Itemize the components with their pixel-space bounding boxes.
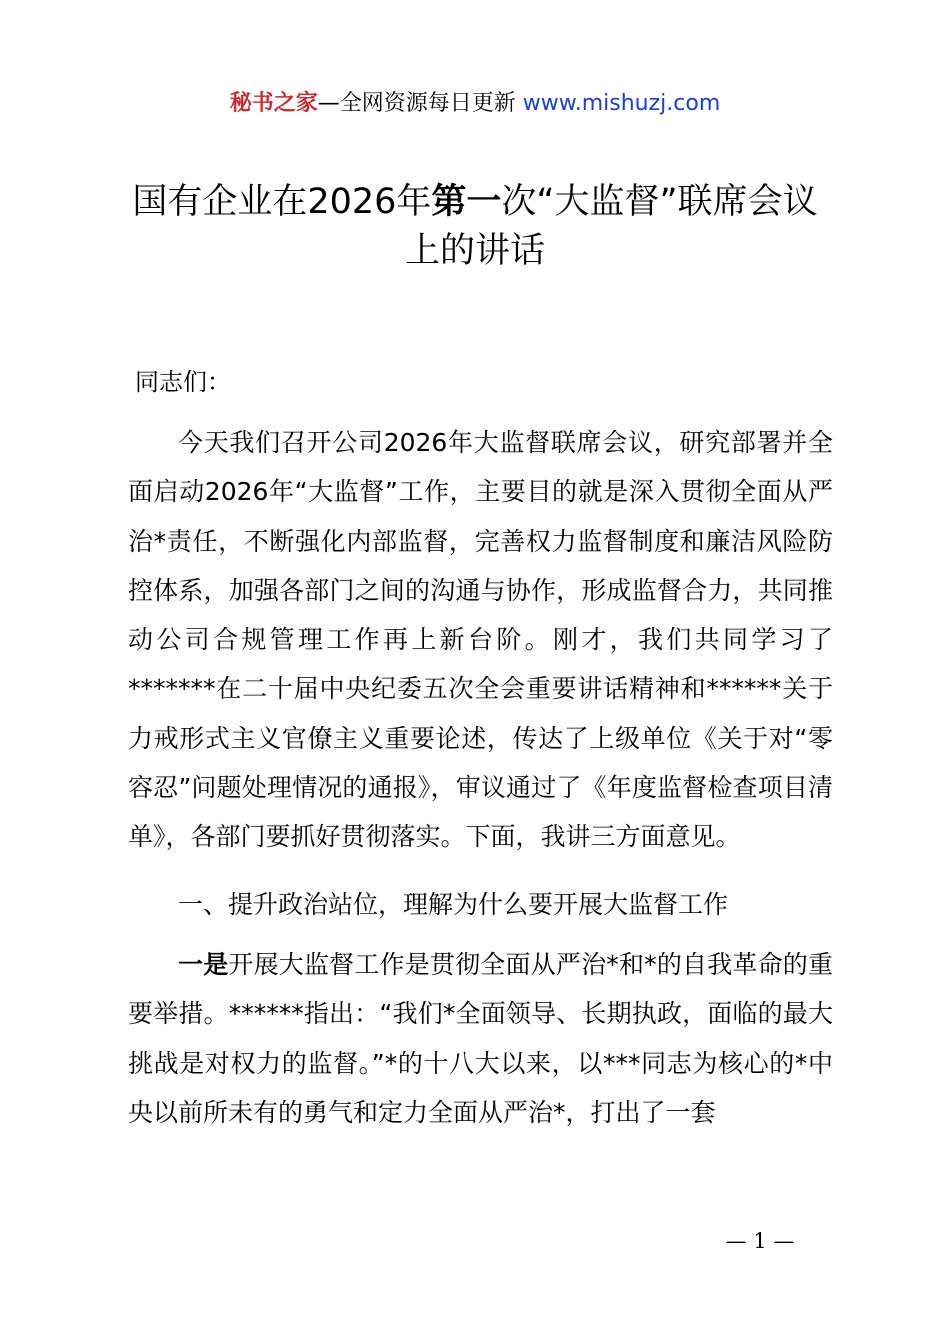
paragraph-point-1 (128, 940, 833, 1137)
document-title (120, 178, 830, 276)
title-bold-part: 第一 (431, 182, 502, 222)
point-text: 开展大监督工作是贯彻全面从严治*和*的自我革命的重要举措。******指出：“我们*全面领导、长期执政，面临的最大挑战是对权力的监督。”*的十八大以来，以***同志为核心的*中央以前所未有的勇气和定力全面从严治*，打出了一套 (128, 950, 833, 1127)
title-part-2: 次“大监督”联席会议上的讲话 (404, 182, 818, 271)
site-tagline: —全网资源每日更新 (317, 91, 516, 116)
site-url-link[interactable]: www.mishuzj.com (522, 91, 721, 116)
title-part-1: 国有企业在2026年 (132, 182, 432, 222)
section-heading-1: 一、提升政治站位，理解为什么要开展大监督工作 (178, 890, 729, 919)
paragraph-intro: 今天我们召开公司2026年大监督联席会议，研究部署并全面启动2026年“大监督”工作，主要目的就是深入贯彻全面从严治*责任，不断强化内部监督，完善权力监督制度和廉洁风险防控体系，加强各部门之间的沟通与协作，形成监督合力，共同推动公司合规管理工作再上新台阶。刚才，我们共同学习了*******在二十届中央纪委五次全会重要讲话精神和******关于力戒形式主义官僚主义重要论述，传达了上级单位《关于对“零容忍”问题处理情况的通报》，审议通过了《年度监督检查项目清单》，各部门要抓好贯彻落实。下面，我讲三方面意见。 (128, 428, 833, 852)
greeting: 同志们： (135, 368, 231, 396)
site-brand: 秘书之家 (229, 91, 318, 116)
page-number: — 1 — (725, 1229, 795, 1253)
site-header (0, 88, 950, 120)
point-lead: 一是 (178, 950, 229, 979)
